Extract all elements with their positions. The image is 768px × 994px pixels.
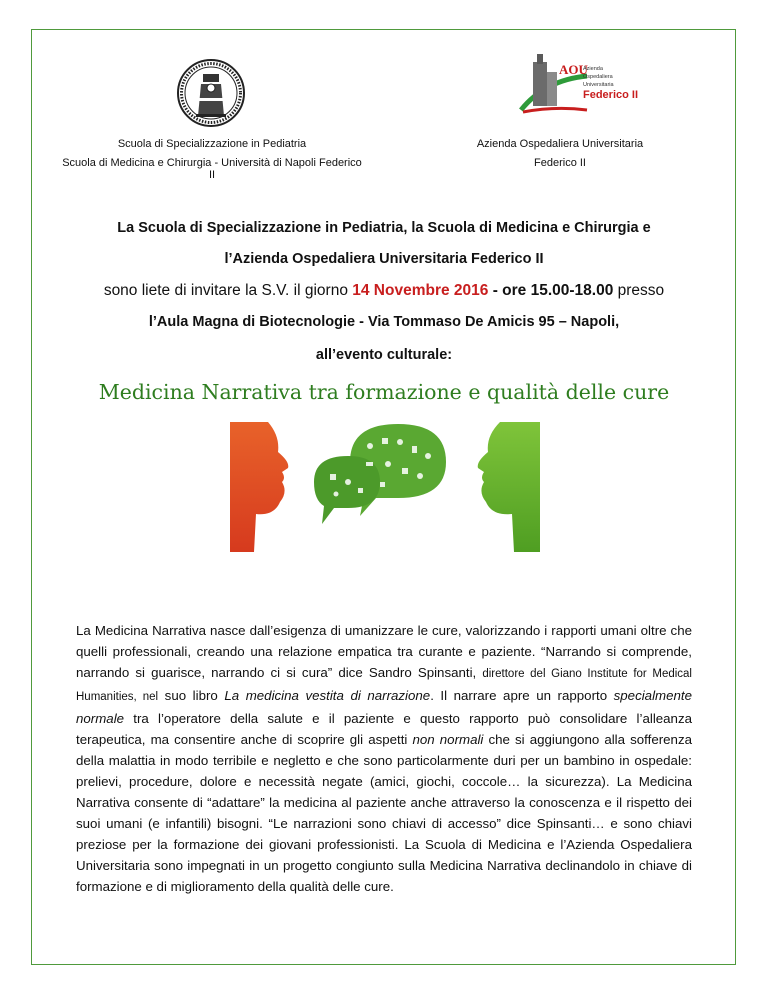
header-left-line1: Scuola di Specializzazione in Pediatria [117,138,307,150]
event-time: - ore 15.00-18.00 [488,282,614,299]
svg-text:Universitaria: Universitaria [583,82,614,88]
svg-text:Azienda: Azienda [583,66,603,72]
body-paragraph: La Medicina Narrativa nasce dall’esigenza di umanizzare le cure, valorizzando i rapporti umani oltre che quelli professionali, creando una relazione empatica tra curante e paziente. “Narrando si comprende, narrando si guarisce, narrando ci si cura” dice Sandro Spinsanti, direttore del Giano Institute for Medical Humanities, nel suo libro La medicina vestita di narrazione. Il narrare apre un rapporto specialmente normale tra l’operatore della salute e il paziente e questo rapporto può consolidare l’alleanza terapeutica, ma consentire anche di scoprire gli aspetti non normali che si aggiungono alla sofferenza della malattia in modo terribile e negletto e che sono particolarmente duri per un bambino in ospedale: prelievi, procedure, dolore e necessità negate (amici, giochi, coccole… la sicurezza). La Medicina Narrativa consente di “adattare” la medicina al paziente anche attraverso la conoscenza e il rispetto dei suoi umani (e infantili) bisogni. “Le narrazioni sono chiavi di accesso” dice Spinsanti… e sono chiavi preziose per la formazione dei giovani professionisti. La Scuola di Medicina e l’Azienda Ospedaliera Universitaria sono impegnati in un progetto congiunto sulla Medicina Narrativa declinandolo in chiave di formazione e di miglioramento della qualità delle cure. [76,623,692,894]
header-right-line2: Federico II [534,157,586,169]
svg-text:AOU: AOU [559,62,588,77]
header-left-line2: Scuola di Medicina e Chirurgia - Università di Napoli Federico II [62,157,362,181]
intro-line4: l’Aula Magna di Biotecnologie - Via Tommaso De Amicis 95 – Napoli, [148,314,620,330]
intro-line3-end: presso [613,282,665,299]
header-right-line1: Azienda Ospedaliera Universitaria [476,138,644,150]
intro-line1: La Scuola di Specializzazione in Pediatria, la Scuola di Medicina e Chirurgia e [117,220,651,236]
intro-line5: all’evento culturale: [315,347,453,363]
svg-text:Ospedaliera: Ospedaliera [583,74,613,80]
svg-text:Federico II: Federico II [583,89,639,101]
dialogue-illustration-icon [230,412,540,562]
intro-line3-text: sono liete di invitare la S.V. il giorno [103,282,353,299]
intro-line2: l’Azienda Ospedaliera Universitaria Federico II [224,251,544,267]
event-date: 14 Novembre 2016 [352,282,489,299]
intro-line3 [40,282,728,300]
aou-federico-logo-icon [515,50,655,120]
university-seal-icon [176,58,246,128]
event-title: Medicina Narrativa tra formazione e qualità delle cure [98,380,670,404]
